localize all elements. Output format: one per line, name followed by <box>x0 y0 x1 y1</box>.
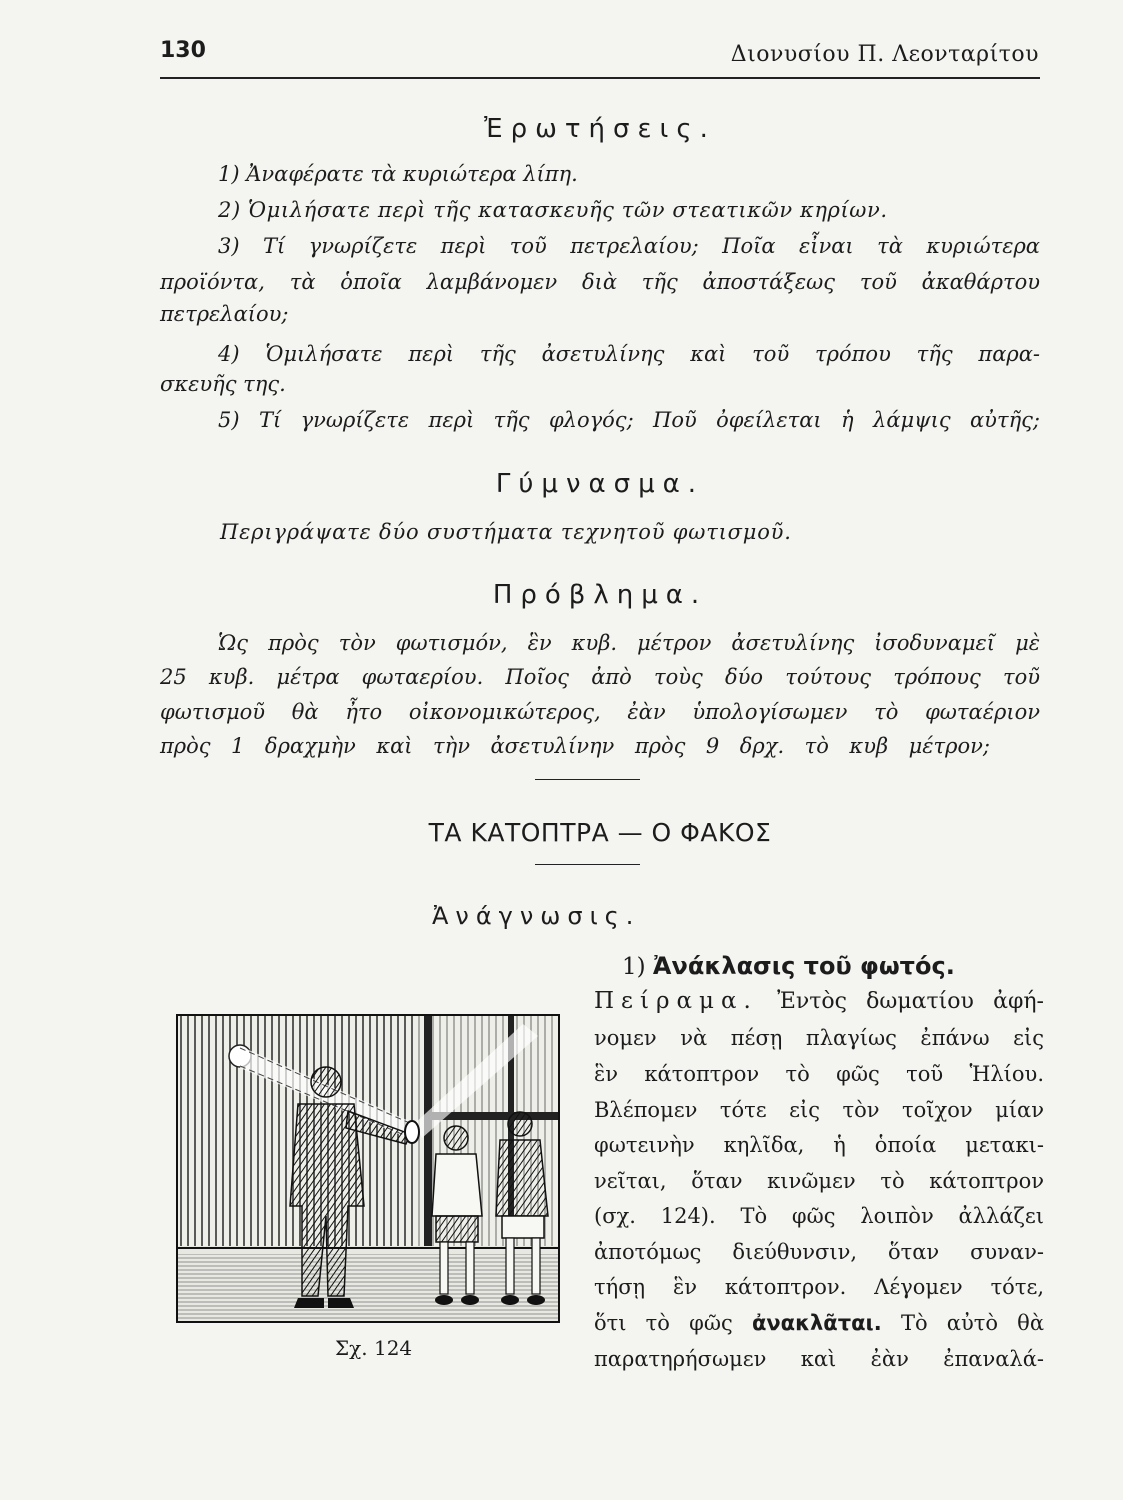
subheading-title: Ἀνάκλασις τοῦ φωτός. <box>652 952 955 980</box>
reading-bold-term: ἀνακλᾶται. <box>751 1311 882 1335</box>
reading-line-8: ἀποτόμως διεύθυνσιν, ὅταν συναν- <box>594 1240 1044 1264</box>
exercise-heading: Γύμνασμα. <box>495 469 705 499</box>
question-line-3-cont: προϊόντα, τὰ ὁποῖα λαμβάνομεν διὰ τῆς ἀποστάξεως τοῦ ἀκαθάρτου <box>160 270 1040 294</box>
reading-line-3: ἓν κάτοπτρον τὸ φῶς τοῦ Ἡλίου. <box>594 1062 1044 1086</box>
question-line-1: 1) Ἀναφέρατε τὰ κυριώτερα λίπη. <box>218 162 578 186</box>
mirror-reflection-drawing <box>178 1016 558 1321</box>
page-number: 130 <box>160 38 206 63</box>
problem-line-3: φωτισμοῦ θὰ ἦτο οἰκονομικώτερος, ἐὰν ὑπολογίσωμεν τὸ φωταέριον <box>160 700 1040 724</box>
reading-line-9: τήσῃ ἓν κάτοπτρον. Λέγομεν τότε, <box>594 1275 1044 1299</box>
reading-line-10-end: Τὸ αὐτὸ θὰ <box>900 1311 1044 1335</box>
problem-heading: Πρόβλημα. <box>492 580 708 610</box>
question-line-3: 3) Τί γνωρίζετε περὶ τοῦ πετρελαίου; Ποῖα εἶναι τὰ κυριώτερα <box>218 234 1040 258</box>
figure-124-illustration <box>176 1014 560 1323</box>
reading-line-11: παρατηρήσωμεν καὶ ἐὰν ἐπαναλά- <box>594 1347 1044 1371</box>
reading-line-1-rest: Ἐντὸς δωματίου ἀφή- <box>777 989 1044 1014</box>
question-line-4-cont: σκευῆς της. <box>160 372 286 396</box>
questions-heading: Ἐρωτήσεις. <box>484 114 716 144</box>
section-divider-top <box>535 779 640 780</box>
question-line-5: 5) Τί γνωρίζετε περὶ τῆς φλογός; Ποῦ ὀφείλεται ἡ λάμψις αὐτῆς; <box>218 408 1040 432</box>
problem-line-2: 25 κυβ. μέτρα φωταερίου. Ποῖος ἀπὸ τοὺς δύο τούτους τρόπους τοῦ <box>160 665 1040 689</box>
running-header-author: Διονυσίου Π. Λεονταρίτου <box>730 42 1039 67</box>
experiment-word: Πείραμα. <box>594 988 758 1014</box>
section-title: ΤΑ ΚΑΤΟΠΤΡΑ — Ο ΦΑΚΟΣ <box>428 818 772 847</box>
question-line-2: 2) Ὁμιλήσατε περὶ τῆς κατασκευῆς τῶν στεατικῶν κηρίων. <box>218 198 888 222</box>
reading-line-10-start: ὅτι τὸ φῶς <box>594 1311 733 1335</box>
header-rule <box>160 77 1040 79</box>
question-line-4: 4) Ὁμιλήσατε περὶ τῆς ἀσετυλίνης καὶ τοῦ τρόπου τῆς παρα- <box>218 342 1040 366</box>
question-line-3-end: πετρελαίου; <box>160 302 289 326</box>
reflection-subheading <box>622 952 955 980</box>
reading-line-7: (σχ. 124). Τὸ φῶς λοιπὸν ἀλλάζει <box>594 1204 1044 1228</box>
floor-boards <box>178 1254 558 1321</box>
reading-line-5: φωτεινὴν κηλῖδα, ἡ ὁποία μετακι- <box>594 1133 1044 1157</box>
reading-line-2: νομεν νὰ πέσῃ πλαγίως ἐπάνω εἰς <box>594 1026 1044 1050</box>
subheading-number: 1) <box>622 954 646 980</box>
figure-caption: Σχ. 124 <box>335 1336 413 1360</box>
problem-line-4: πρὸς 1 δραχμὴν καὶ τὴν ἀσετυλίνην πρὸς 9 δρχ. τὸ κυβ μέτρον; <box>160 734 990 758</box>
section-divider-bottom <box>535 864 640 865</box>
exercise-text: Περιγράψατε δύο συστήματα τεχνητοῦ φωτισμοῦ. <box>220 520 792 544</box>
problem-line-1: Ὡς πρὸς τὸν φωτισμόν, ἓν κυβ. μέτρον ἀσετυλίνης ἰσοδυναμεῖ μὲ <box>218 631 1040 655</box>
reading-line-1 <box>594 990 1044 1013</box>
reading-line-6: νεῖται, ὅταν κινῶμεν τὸ κάτοπτρον <box>594 1169 1044 1193</box>
hand-mirror <box>405 1121 419 1143</box>
reading-heading: Ἀνάγνωσις. <box>432 902 641 930</box>
reading-line-4: Βλέπομεν τότε εἰς τὸν τοῖχον μίαν <box>594 1098 1044 1122</box>
reading-line-10 <box>594 1313 1044 1334</box>
